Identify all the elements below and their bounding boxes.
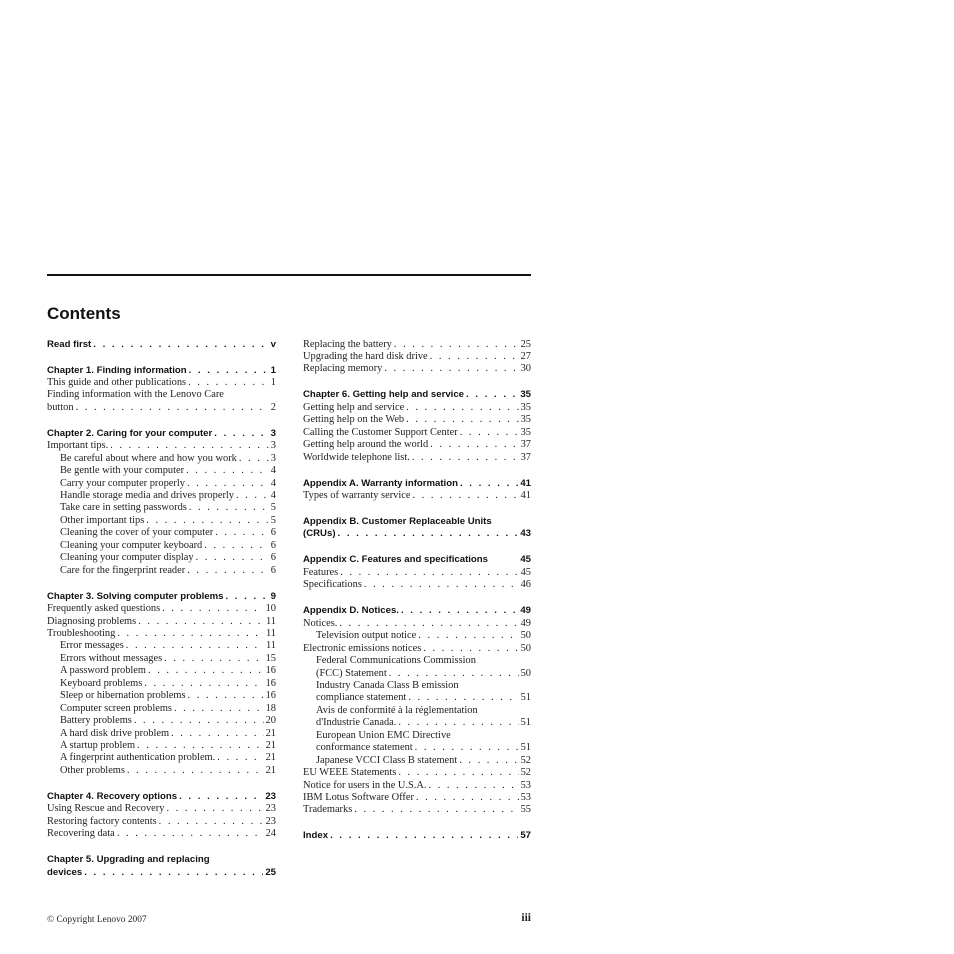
toc-page-number: 52 bbox=[520, 755, 531, 766]
toc-heading[interactable] bbox=[47, 338, 276, 351]
toc-page-number: 41 bbox=[520, 478, 531, 489]
toc-page-number: 50 bbox=[520, 668, 531, 679]
toc-entry-title: Other problems bbox=[60, 765, 125, 776]
toc-leader-dots bbox=[466, 389, 518, 401]
toc-leader-dots bbox=[148, 665, 264, 677]
toc-page-number: 1 bbox=[270, 365, 276, 376]
toc-leader-dots bbox=[196, 552, 269, 564]
toc-entry-title: Upgrading the hard disk drive bbox=[303, 351, 428, 362]
toc-page-number: 9 bbox=[270, 591, 276, 602]
toc-entry-title: Replacing the battery bbox=[303, 339, 392, 350]
toc-entry-title: Chapter 2. Caring for your computer bbox=[47, 428, 213, 439]
toc-entry-title: Trademarks bbox=[303, 804, 353, 815]
toc-entry-title: Troubleshooting bbox=[47, 628, 116, 639]
toc-entry-title: Handle storage media and drives properly bbox=[60, 490, 234, 501]
toc-entry-title: Types of warranty service bbox=[303, 490, 411, 501]
toc-entry-title: Keyboard problems bbox=[60, 678, 143, 689]
toc-page-number: 11 bbox=[265, 628, 276, 639]
toc-page-number: 3 bbox=[270, 453, 276, 464]
toc-entry-title: A fingerprint authentication problem. bbox=[60, 752, 216, 763]
toc-page-number: 3 bbox=[270, 440, 276, 451]
toc-entry-title: Worldwide telephone list. bbox=[303, 452, 410, 463]
toc-entry-title: (CRUs) bbox=[303, 528, 336, 539]
toc-entry[interactable] bbox=[303, 654, 531, 667]
toc-page-number: 4 bbox=[270, 478, 276, 489]
toc-leader-dots bbox=[398, 717, 518, 729]
toc-entry-title: Cleaning the cover of your computer bbox=[60, 527, 214, 538]
toc-entry[interactable] bbox=[303, 413, 531, 426]
toc-leader-dots bbox=[217, 752, 263, 764]
toc-leader-dots bbox=[189, 502, 269, 514]
toc-page-number: 4 bbox=[270, 465, 276, 476]
toc-leader-dots bbox=[430, 439, 518, 451]
toc-entry-title: (FCC) Statement bbox=[316, 668, 387, 679]
toc-entry[interactable] bbox=[47, 689, 276, 702]
toc-entry-title: Appendix A. Warranty information bbox=[303, 478, 458, 489]
toc-page-number: 41 bbox=[520, 490, 531, 501]
toc-entry[interactable] bbox=[303, 741, 531, 754]
toc-entry-title: Battery problems bbox=[60, 715, 132, 726]
toc-leader-dots bbox=[186, 465, 269, 477]
toc-entry-title: Take care in setting passwords bbox=[60, 502, 187, 513]
toc-entry-title: Diagnosing problems bbox=[47, 616, 137, 627]
toc-page-number: 21 bbox=[265, 765, 276, 776]
toc-page-number: 15 bbox=[265, 653, 276, 664]
toc-page-number: 37 bbox=[520, 439, 531, 450]
toc-entry-title: This guide and other publications bbox=[47, 377, 187, 388]
toc-entry-title: Notice for users in the U.S.A. bbox=[303, 780, 427, 791]
header-rule bbox=[47, 274, 531, 276]
toc-entry-title: Getting help on the Web bbox=[303, 414, 405, 425]
toc-entry-title: EU WEEE Statements bbox=[303, 767, 397, 778]
toc-entry-title: Index bbox=[303, 830, 329, 841]
toc-page-number: 10 bbox=[265, 603, 276, 614]
toc-entry-title: Carry your computer properly bbox=[60, 478, 185, 489]
toc-entry[interactable] bbox=[303, 451, 531, 464]
toc-heading[interactable] bbox=[47, 866, 276, 879]
toc-entry-title: Federal Communications Commission bbox=[316, 655, 476, 666]
toc-entry-title: Finding information with the Lenovo Care bbox=[47, 389, 224, 400]
toc-leader-dots bbox=[215, 527, 269, 539]
toc-page-number: 51 bbox=[520, 742, 531, 753]
toc-entry[interactable] bbox=[47, 802, 276, 815]
toc-entry[interactable] bbox=[47, 501, 276, 514]
toc-entry-title: Important tips. bbox=[47, 440, 109, 451]
toc-page-number: 37 bbox=[520, 452, 531, 463]
toc-entry-title: Chapter 6. Getting help and service bbox=[303, 389, 465, 400]
toc-leader-dots bbox=[110, 440, 269, 452]
toc-leader-dots bbox=[406, 414, 518, 426]
toc-leader-dots bbox=[412, 490, 518, 502]
toc-page-number: 45 bbox=[520, 554, 531, 565]
toc-entry-title: Sleep or hibernation problems bbox=[60, 690, 186, 701]
toc-entry[interactable] bbox=[303, 803, 531, 816]
toc-page-number: v bbox=[270, 339, 276, 350]
toc-entry-title: Replacing memory bbox=[303, 363, 383, 374]
toc-entry-title: Avis de conformité à la réglementation bbox=[316, 705, 478, 716]
toc-page-number: 6 bbox=[270, 540, 276, 551]
footer-copyright: © Copyright Lenovo 2007 bbox=[47, 915, 147, 925]
toc-page-number: 53 bbox=[520, 792, 531, 803]
toc-page-number: 21 bbox=[265, 752, 276, 763]
toc-entry-title: Chapter 4. Recovery options bbox=[47, 791, 178, 802]
toc-entry-title: button bbox=[47, 402, 74, 413]
toc-entry-title: A password problem bbox=[60, 665, 147, 676]
toc-heading[interactable] bbox=[303, 604, 531, 617]
toc-entry-title: Errors without messages bbox=[60, 653, 163, 664]
toc-leader-dots bbox=[418, 630, 518, 642]
toc-page-number: 24 bbox=[265, 828, 276, 839]
toc-entry-title: Electronic emissions notices bbox=[303, 643, 422, 654]
toc-page-number: 2 bbox=[270, 402, 276, 413]
toc-entry-title: Other important tips bbox=[60, 515, 145, 526]
toc-page-number: 16 bbox=[265, 665, 276, 676]
toc-entry[interactable] bbox=[303, 716, 531, 729]
toc-entry-title: Restoring factory contents bbox=[47, 816, 157, 827]
toc-page-number: 50 bbox=[520, 643, 531, 654]
toc-leader-dots bbox=[126, 640, 264, 652]
toc-page-number: 6 bbox=[270, 552, 276, 563]
toc-entry-title: conformance statement bbox=[316, 742, 413, 753]
toc-leader-dots bbox=[354, 804, 518, 816]
toc-page-number: 52 bbox=[520, 767, 531, 778]
toc-leader-dots bbox=[117, 828, 264, 840]
toc-entry-title: IBM Lotus Software Offer bbox=[303, 792, 414, 803]
toc-entry-title: Chapter 5. Upgrading and replacing bbox=[47, 854, 210, 865]
toc-page-number: 57 bbox=[520, 830, 531, 841]
toc-entry[interactable] bbox=[47, 664, 276, 677]
toc-leader-dots bbox=[412, 452, 519, 464]
toc-entry[interactable] bbox=[47, 464, 276, 477]
toc-entry[interactable] bbox=[47, 551, 276, 564]
toc-heading[interactable] bbox=[303, 388, 531, 401]
toc-page-number: 21 bbox=[265, 728, 276, 739]
toc-entry[interactable] bbox=[47, 827, 276, 840]
toc-entry[interactable] bbox=[303, 629, 531, 642]
toc-page-number: 43 bbox=[520, 528, 531, 539]
toc-heading[interactable] bbox=[303, 553, 531, 566]
toc-page-number: 11 bbox=[265, 616, 276, 627]
toc-entry[interactable] bbox=[303, 438, 531, 451]
toc-entry-title: A hard disk drive problem bbox=[60, 728, 170, 739]
toc-leader-dots bbox=[166, 803, 263, 815]
toc-page-number: 5 bbox=[270, 515, 276, 526]
toc-entry-title: Cleaning your computer display bbox=[60, 552, 194, 563]
toc-entry[interactable] bbox=[47, 639, 276, 652]
toc-page-number: 49 bbox=[520, 605, 531, 616]
toc-page-number: 16 bbox=[265, 690, 276, 701]
toc-entry-title: Using Rescue and Recovery bbox=[47, 803, 165, 814]
toc-page-number: 5 bbox=[270, 502, 276, 513]
toc-entry-title: Recovering data bbox=[47, 828, 115, 839]
toc-entry[interactable] bbox=[47, 401, 276, 414]
toc-leader-dots bbox=[76, 402, 269, 414]
footer-page-number: iii bbox=[521, 912, 531, 924]
toc-leader-dots bbox=[408, 692, 518, 704]
toc-page-number: 51 bbox=[520, 717, 531, 728]
toc-entry-title: Specifications bbox=[303, 579, 362, 590]
toc-leader-dots bbox=[330, 830, 518, 842]
toc-leader-dots bbox=[188, 690, 264, 702]
toc-page-number: 20 bbox=[265, 715, 276, 726]
toc-page-number: 6 bbox=[270, 527, 276, 538]
toc-page-number: 6 bbox=[270, 565, 276, 576]
toc-leader-dots bbox=[364, 579, 519, 591]
toc-page-number: 55 bbox=[520, 804, 531, 815]
toc-page-number: 23 bbox=[265, 816, 276, 827]
toc-leader-dots bbox=[338, 528, 519, 540]
toc-page-number: 50 bbox=[520, 630, 531, 641]
toc-heading[interactable] bbox=[303, 829, 531, 842]
toc-heading[interactable] bbox=[303, 527, 531, 540]
page-title: Contents bbox=[47, 304, 121, 323]
toc-heading[interactable] bbox=[47, 853, 276, 866]
toc-entry-title: Be careful about where and how you work bbox=[60, 453, 237, 464]
toc-entry[interactable] bbox=[47, 388, 276, 401]
toc-page-number: 51 bbox=[520, 692, 531, 703]
toc-entry-title: Error messages bbox=[60, 640, 124, 651]
toc-page-number: 53 bbox=[520, 780, 531, 791]
toc-entry-title: A startup problem bbox=[60, 740, 136, 751]
toc-entry-title: Care for the fingerprint reader bbox=[60, 565, 186, 576]
toc-leader-dots bbox=[127, 765, 264, 777]
toc-page-number: 1 bbox=[270, 377, 276, 388]
toc-entry[interactable] bbox=[303, 578, 531, 591]
toc-page-number: 11 bbox=[265, 640, 276, 651]
toc-leader-dots bbox=[93, 339, 268, 351]
toc-leader-dots bbox=[401, 605, 518, 617]
toc-leader-dots bbox=[398, 767, 518, 779]
toc-entry-title: Getting help around the world bbox=[303, 439, 429, 450]
toc-entry[interactable] bbox=[303, 362, 531, 375]
toc-entry-title: Industry Canada Class B emission bbox=[316, 680, 459, 691]
toc-entry-title: Calling the Customer Support Center bbox=[303, 427, 458, 438]
toc-entry[interactable] bbox=[47, 564, 276, 577]
toc-page-number: 25 bbox=[520, 339, 531, 350]
toc-leader-dots bbox=[162, 603, 263, 615]
toc-page-number: 45 bbox=[520, 567, 531, 578]
toc-page-number: 4 bbox=[270, 490, 276, 501]
toc-entry[interactable] bbox=[303, 691, 531, 704]
toc-entry-title: Computer screen problems bbox=[60, 703, 172, 714]
toc-page-number: 35 bbox=[520, 427, 531, 438]
toc-entry[interactable] bbox=[47, 602, 276, 615]
toc-page-number: 35 bbox=[520, 402, 531, 413]
toc-entry-title: Be gentle with your computer bbox=[60, 465, 185, 476]
toc-leader-dots bbox=[415, 742, 519, 754]
toc-page-number: 21 bbox=[265, 740, 276, 751]
toc-entry[interactable] bbox=[303, 766, 531, 779]
toc-entry[interactable] bbox=[47, 439, 276, 452]
toc-page-number: 49 bbox=[520, 618, 531, 629]
toc-entry-title: Frequently asked questions bbox=[47, 603, 161, 614]
toc-entry-title: Appendix B. Customer Replaceable Units bbox=[303, 516, 492, 527]
toc-page-number: 16 bbox=[265, 678, 276, 689]
toc-entry-title: devices bbox=[47, 867, 83, 878]
toc-page-number: 23 bbox=[265, 803, 276, 814]
toc-leader-dots bbox=[384, 363, 518, 375]
toc-page-number: 27 bbox=[520, 351, 531, 362]
toc-entry[interactable] bbox=[47, 526, 276, 539]
toc-entry-title: European Union EMC Directive bbox=[316, 730, 451, 741]
toc-entry-title: Getting help and service bbox=[303, 402, 405, 413]
toc-leader-dots bbox=[84, 867, 263, 879]
toc-entry-title: Chapter 3. Solving computer problems bbox=[47, 591, 224, 602]
toc-entry-title: d'Industrie Canada. bbox=[316, 717, 397, 728]
toc-entry-title: Appendix C. Features and specifications bbox=[303, 554, 488, 565]
toc-entry[interactable] bbox=[303, 489, 531, 502]
toc-page-number: 18 bbox=[265, 703, 276, 714]
toc-entry[interactable] bbox=[47, 764, 276, 777]
toc-entry[interactable] bbox=[47, 751, 276, 764]
toc-entry-title: Appendix D. Notices. bbox=[303, 605, 399, 616]
toc-entry-title: Cleaning your computer keyboard bbox=[60, 540, 203, 551]
toc-page-number: 35 bbox=[520, 389, 531, 400]
toc-page-number: 30 bbox=[520, 363, 531, 374]
toc-entry-title: Read first bbox=[47, 339, 92, 350]
toc-page-number: 23 bbox=[265, 791, 276, 802]
toc-entry[interactable] bbox=[47, 714, 276, 727]
toc-entry-title: Features bbox=[303, 567, 339, 578]
toc-leader-dots bbox=[134, 715, 264, 727]
toc-page-number: 25 bbox=[265, 867, 276, 878]
toc-page-number: 46 bbox=[520, 579, 531, 590]
toc-entry-title: Chapter 1. Finding information bbox=[47, 365, 187, 376]
toc-entry-title: Notices. bbox=[303, 618, 338, 629]
toc-entry-title: Television output notice bbox=[316, 630, 417, 641]
toc-page-number: 35 bbox=[520, 414, 531, 425]
toc-entry-title: compliance statement bbox=[316, 692, 407, 703]
toc-leader-dots bbox=[187, 565, 269, 577]
toc-page-number: 3 bbox=[270, 428, 276, 439]
toc-entry-title: Japanese VCCI Class B statement bbox=[316, 755, 458, 766]
